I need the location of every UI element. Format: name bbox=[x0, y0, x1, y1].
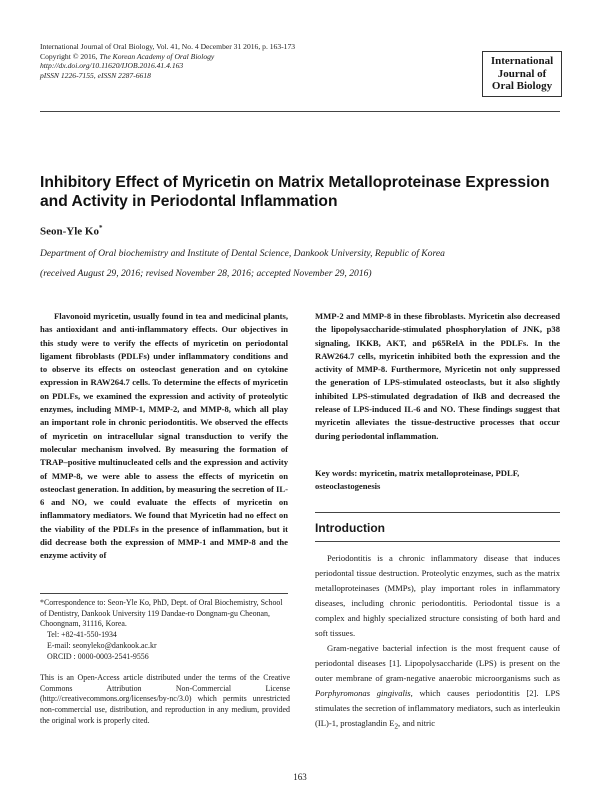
orcid: ORCID : 0000-0003-2541-9556 bbox=[47, 651, 149, 661]
copyright-line: Copyright © 2016, The Korean Academy of Oral Biology bbox=[40, 51, 215, 61]
issn-line: pISSN 1226-7155, eISSN 2287-6618 bbox=[40, 70, 151, 80]
keywords: Key words: myricetin, matrix metalloproteinase, PDLF, osteoclastogenesis bbox=[315, 468, 520, 492]
intro-rule-bottom bbox=[315, 541, 560, 542]
page-number: 163 bbox=[293, 772, 307, 782]
journal-header bbox=[40, 42, 295, 80]
journal-box-line: Oral Biology bbox=[491, 80, 553, 92]
affiliation: Department of Oral biochemistry and Institute of Dental Science, Dankook University, Republic of Korea bbox=[40, 248, 445, 259]
email[interactable]: E-mail: seonyleko@dankook.ac.kr bbox=[47, 640, 157, 650]
author-name: Seon-Yle Ko bbox=[40, 225, 99, 238]
header-rule bbox=[40, 111, 560, 112]
journal-title-box bbox=[482, 51, 562, 97]
article-dates: (received August 29, 2016; revised November 28, 2016; accepted November 29, 2016) bbox=[40, 268, 372, 279]
journal-box-line: Journal of bbox=[497, 67, 547, 80]
species-name: Porphyromonas gingivalis bbox=[315, 688, 411, 698]
author bbox=[40, 224, 102, 238]
correspondence-address: *Correspondence to: Seon-Yle Ko, PhD, Dept. of Oral Biochemistry, School of Dentistry, Dankook University 119 Dandae-ro Dongnam-gu Cheonan, Choongnam, 31116, Korea. bbox=[40, 598, 283, 629]
introduction-body bbox=[315, 551, 560, 735]
intro-paragraph: Periodontitis is a chronic inflammatory disease that induces periodontal tissue destruction. Proteolytic enzymes, such as the matrix metalloproteinases (MMPs), play important roles in inflammatory diseases, including chronic periodontitis. Periodontal tissue is a complex and highly specialized structure consisting of both hard and soft tissues. bbox=[315, 553, 560, 638]
journal-box-line: International bbox=[490, 55, 554, 67]
intro-rule-top bbox=[315, 512, 560, 513]
citation-line: International Journal of Oral Biology, Vol. 41, No. 4 December 31 2016, p. 163-173 bbox=[40, 42, 296, 51]
intro-paragraph: Gram-negative bacterial infection is the most frequent cause of periodontal diseases [1]. Lipopolysaccharide (LPS) is present on the outer membrane of gram-negative anaerobic microorganisms such as Porphyromonas gingivalis, which causes periodontitis [2]. LPS stimulates the secretion of inflammatory mediators, such as interleukin (IL)-1, prostaglandin $E_2$, and nitric bbox=[315, 643, 560, 731]
phone: Tel: +82-41-550-1934 bbox=[47, 630, 117, 640]
article-title: Inhibitory Effect of Myricetin on Matrix Metalloproteinase Expression and Activity in Periodontal Inflammation bbox=[40, 174, 550, 210]
doi-link[interactable]: http://dx.doi.org/10.11620/IJOB.2016.41.4.163 bbox=[40, 61, 184, 71]
license-notice: This is an Open-Access article distributed under the terms of the Creative Commons Attribution Non-Commercial License (http://creativecommons.org/licenses/by-nc/3.0) which permits unrestricted non-commercial use, distribution, and reproduction in any medium, provided the original work is properly cited. bbox=[40, 673, 290, 725]
corresponding-mark: * bbox=[98, 224, 103, 232]
abstract-column-2: MMP-2 and MMP-8 in these fibroblasts. Myricetin also decreased the lipopolysaccharide-stimulated phosphorylation of JNK, p38 signaling, IKKB, AKT, and p65RelA in the PDLFs. In the RAW264.7 cells, myricetin inhibited both the expression and the activity of MMP-8. Furthermore, Myricetin not only suppressed the generation of LPS-stimulated osteoclasts, but it also slightly inhibited LPS-stimulated degradation of IkB and decreased the release of LPS-induced IL-6 and NO. These findings suggest that myricetin alleviates the tissue-destructive processes that occur during periodontal inflammation. bbox=[315, 311, 560, 441]
society-name: The Korean Academy of Oral Biology bbox=[99, 51, 215, 61]
section-heading: Introduction bbox=[315, 521, 385, 535]
correspondence-footnote bbox=[40, 598, 290, 662]
footnote-rule bbox=[40, 593, 288, 594]
abstract-column-1: Flavonoid myricetin, usually found in tea and medicinal plants, has antioxidant and anti-inflammatory effects. Our objectives in this study were to verify the effects of myricetin on periodontal ligament fibroblasts (PDLFs) under inflammatory conditions and to observe its effects on osteoclast generation and on cytokine expression in RAW264.7 cells. To determine the effects of myricetin on PDLFs, we examined the expression and activity of proteolytic enzymes, including MMP-1, MMP-2, and MMP-8, which all play an important role in chronic periodontitis. We observed the effects of myricetin on intracellular signal transduction to verify the molecular mechanism involved. By measuring the formation of TRAP–positive multinucleated cells and the expression and activity of MMP-8, we were able to assess the effects of myricetin on osteoclast generation. In addition, by measuring the secretion of IL-6 and NO, we could evaluate the effects of myricetin on inflammatory mediators. We found that Myricetin had no effect on the viability of the PDLFs in the presence of inflammation, but it did decrease both the expression of MMP-1 and MMP-8 and the enzyme activity of bbox=[40, 311, 288, 561]
